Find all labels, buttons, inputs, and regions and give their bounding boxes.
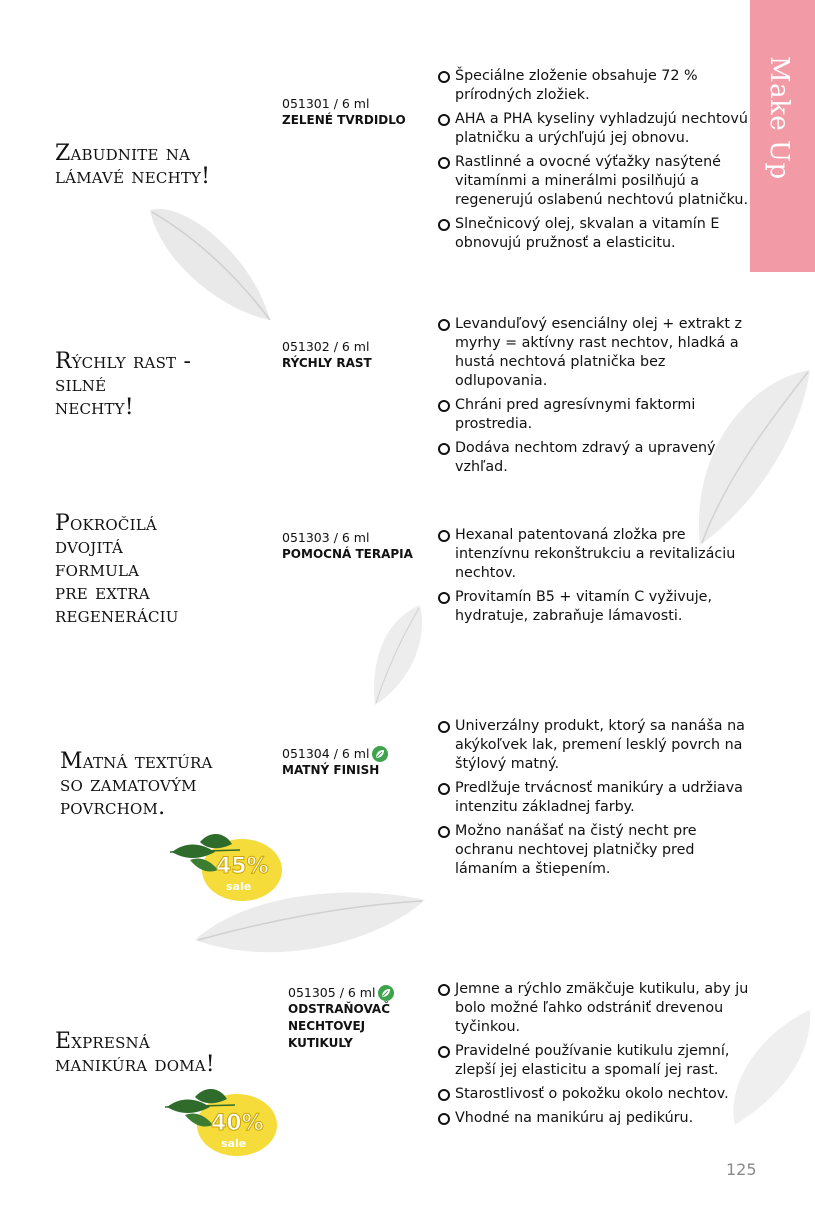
sale-badge — [165, 1085, 280, 1160]
feature-list — [438, 717, 753, 884]
bullet-icon — [438, 783, 450, 795]
bullet-icon — [438, 984, 450, 996]
list-item: Možno nanášať na čistý necht pre ochranu nechtovej platničky pred lámaním a štiepením. — [438, 822, 753, 879]
sale-percent: 45% — [216, 854, 269, 879]
product-info — [282, 95, 406, 129]
headline-line: dvojitá — [55, 534, 123, 559]
list-item: Rastlinné a ovocné výťažky nasýtené vitamínmi a minerálmi posilňujú a regenerujú oslabenú nechtovú platničku. — [438, 153, 753, 210]
headline-line: Expresná — [55, 1029, 150, 1054]
list-item: Vhodné na manikúru aj pedikúru. — [438, 1109, 753, 1128]
section-headline — [55, 142, 210, 188]
bullet-icon — [438, 1113, 450, 1125]
list-item: AHA a PHA kyseliny vyhladzujú nechtovú platničku a urýchľujú jej obnovu. — [438, 110, 753, 148]
product-code: 051303 / 6 ml — [282, 530, 370, 545]
headline-line: Matná textúra — [60, 749, 213, 774]
section-headline — [55, 1030, 215, 1076]
sale-word: sale — [221, 1137, 247, 1150]
feature-list — [438, 315, 753, 482]
product-code: 051301 / 6 ml — [282, 96, 370, 111]
headline-line: pre extra — [55, 580, 150, 605]
list-item: Provitamín B5 + vitamín C vyživuje, hydratuje, zabraňuje lámavosti. — [438, 588, 753, 626]
section-headline — [55, 350, 191, 419]
list-item: Univerzálny produkt, ktorý sa nanáša na akýkoľvek lak, premení lesklý povrch na štýlový matný. — [438, 717, 753, 774]
bullet-icon — [438, 114, 450, 126]
headline-line: lámavé nechty! — [55, 164, 211, 189]
product-info — [282, 338, 372, 372]
list-item: Jemne a rýchlo zmäkčuje kutikulu, aby ju bolo možné ľahko odstrániť drevenou tyčinkou. — [438, 980, 753, 1037]
headline-line: manikúra doma! — [55, 1052, 215, 1077]
feather-icon — [365, 600, 435, 710]
bullet-icon — [438, 219, 450, 231]
bullet-icon — [438, 443, 450, 455]
section-tab-label-wrap — [750, 0, 815, 272]
list-item: Slnečnicový olej, skvalan a vitamín E obnovujú pružnosť a elasticitu. — [438, 215, 753, 253]
product-info — [288, 984, 394, 1052]
bullet-icon — [438, 157, 450, 169]
bullet-icon — [438, 721, 450, 733]
list-item: Pravidelné používanie kutikulu zjemní, zlepší jej elasticitu a spomalí jej rast. — [438, 1042, 753, 1080]
page-number: 125 — [726, 1160, 757, 1179]
feature-list — [438, 980, 753, 1133]
bullet-icon — [438, 592, 450, 604]
eco-leaf-icon — [378, 985, 394, 1001]
feature-list — [438, 67, 753, 258]
headline-line: Pokročilá — [55, 511, 157, 536]
section-headline — [60, 750, 213, 819]
product-info — [282, 745, 388, 779]
bullet-icon — [438, 1046, 450, 1058]
product-code: 051302 / 6 ml — [282, 339, 370, 354]
list-item: Starostlivosť o pokožku okolo nechtov. — [438, 1085, 753, 1104]
bullet-icon — [438, 826, 450, 838]
list-item: Hexanal patentovaná zložka pre intenzívnu rekonštrukciu a revitalizáciu nechtov. — [438, 526, 753, 583]
headline-line: povrchom. — [60, 795, 166, 820]
sale-word: sale — [226, 880, 252, 893]
product-name: RÝCHLY RAST — [282, 356, 372, 370]
sale-percent: 40% — [211, 1111, 264, 1136]
eco-leaf-icon — [372, 746, 388, 762]
list-item: Levanduľový esenciálny olej + extrakt z myrhy = aktívny rast nechtov, hladká a hustá nechtová platnička bez odlupovania. — [438, 315, 753, 391]
feather-icon — [140, 190, 280, 330]
headline-line: nechty! — [55, 395, 134, 420]
headline-line: Zabudnite na — [55, 141, 191, 166]
sale-badge — [170, 830, 285, 905]
feature-list — [438, 526, 753, 631]
product-info — [282, 529, 413, 563]
bullet-icon — [438, 1089, 450, 1101]
headline-line: formula — [55, 557, 140, 582]
headline-line: so zamatovým — [60, 772, 197, 797]
section-headline — [55, 512, 179, 627]
section-tab-label: Make Up — [764, 56, 794, 180]
headline-line: silné — [55, 372, 107, 397]
product-name: NECHTOVEJ — [288, 1019, 366, 1033]
bullet-icon — [438, 400, 450, 412]
list-item: Dodáva nechtom zdravý a upravený vzhľad. — [438, 439, 753, 477]
product-name: ODSTRAŇOVAČ — [288, 1002, 391, 1016]
product-name: POMOCNÁ TERAPIA — [282, 547, 413, 561]
product-name: KUTIKULY — [288, 1036, 353, 1050]
bullet-icon — [438, 71, 450, 83]
list-item: Predlžuje trvácnosť manikúry a udržiava intenzitu základnej farby. — [438, 779, 753, 817]
bullet-icon — [438, 530, 450, 542]
product-code: 051304 / 6 ml — [282, 746, 370, 761]
list-item: Špeciálne zloženie obsahuje 72 % prírodných zložiek. — [438, 67, 753, 105]
product-name: ZELENÉ TVRDIDLO — [282, 113, 406, 127]
list-item: Chráni pred agresívnymi faktormi prostredia. — [438, 396, 753, 434]
headline-line: regeneráciu — [55, 603, 179, 628]
product-code: 051305 / 6 ml — [288, 985, 376, 1000]
product-name: MATNÝ FINISH — [282, 763, 380, 777]
headline-line: Rýchly rast - — [55, 349, 192, 374]
bullet-icon — [438, 319, 450, 331]
